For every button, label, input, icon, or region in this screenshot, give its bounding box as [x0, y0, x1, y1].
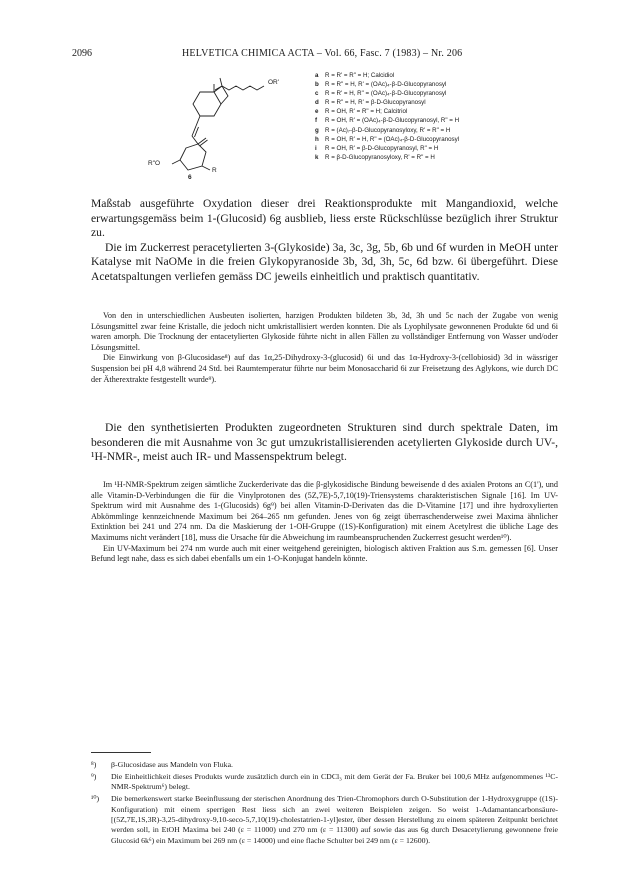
footnotes	[91, 760, 558, 848]
body-paragraph-1: Maßstab ausgeführte Oxydation dieser drei Reaktionsprodukte mit Mangandioxid, welche erwartungsgemäss beim 1-(Glucosid) 6g ausblieb, liess erste Rückschlüsse bezüglich ihrer Struktur zu. Die im Zuckerrest peracetylierten 3-(Glykoside) 3a, 3c, 3g, 5b, 6b und 6f wurden in MeOH unter Katalyse mit NaOMe in die freien Glykopyranoside 3b, 3d, 3h, 5c, 6d bzw. 6i übergeführt. Diese Acetatspaltungen verliefen gemäss DC jeweils einheitlich und praktisch quantitativ.	[91, 197, 558, 283]
legend-item: h R = OH, R' = H, R" = (OAc)₄-β-D-Glucopyranosyl	[315, 135, 460, 143]
legend-item: e R = OH, R' = R" = H; Calcitriol	[315, 108, 408, 116]
small-paragraph-3: Im ¹H-NMR-Spektrum zeigen sämtliche Zuckerderivate das die β-glykosidische Bindung beweisende d des axialen Protons an C(1'), und alle Vitamin-D-Verbindungen die für die Vinylprotonen des (5Z,7E)-5,7,10(19)-Triensystems charakteristischen Signale [16]. Im UV-Spektrum wird mit Ausnahme des 1-(Glucosids) 6g⁹) bei allen Vitamin-D-Derivaten das die D-Vitamine [17] und ihre hydroxylierten Abkömmlinge kennzeichnende Maximum bei 264–265 nm gefunden. Jenes von 6g zeigt überraschenderweise zwei Maxima ähnlicher Extinktion bei 241 und 274 nm. Da die Maskierung der 1-OH-Gruppe ((1S)-Konfiguration) mit einem Acetylrest die übliche Lage des Maximums nicht verändert [18], muss die Ursache für die Abweichung im raumbeanspruchenden Zuckerrest gesucht werden¹⁰).	[91, 480, 558, 542]
legend-item: f R = OH, R' = (OAc)₄-β-D-Glucopyranosyl, R" = H	[315, 117, 460, 125]
small-paragraph-4: Ein UV-Maximum bei 274 nm wurde auch mit einer weitgehend gereinigten, biologisch aktiven Fraktion aus S.m. gemessen [6]. Unser Befund legt nahe, dass es sich dabei ebenfalls um ein 1-O-Konjugat handeln könnte.	[91, 543, 558, 564]
small-paragraph-2: Die Einwirkung von β-Glucosidase⁸) auf das 1α,25-Dihydroxy-3-(glucosid) 6i und das 1α-Hydroxy-3-(cellobiosid) 3d in wässriger Suspension bei pH 4,8 während 24 Std. bei Raumtemperatur führte nur beim Monosaccharid 6i zur Freisetzung des Aglykons, wie durch DC der Ätherextrakte festgestellt wurde⁹).	[91, 353, 558, 384]
r-label: R	[212, 167, 217, 174]
legend-item: c R = R' = H, R" = (OAc)₄-β-D-Glucopyranosyl	[315, 90, 447, 98]
footnote-8: ⁸) β-Glucosidase aus Mandeln von Fluka.	[91, 760, 233, 769]
compound-number: 6	[188, 174, 192, 181]
body-paragraph-3: Die den synthetisierten Produkten zugeordneten Strukturen sind durch spektrale Daten, im besonderen die mit Ausnahme von 3c gut umzukristallisierenden acetylierten Glykoside durch UV-, ¹H-NMR-, meist auch IR- und Massenspektrum belegt.	[91, 421, 558, 464]
r-double-prime-o-label: R"O	[148, 160, 161, 167]
legend-item: i R = OH, R' = β-D-Glucopyranosyl, R" = H	[315, 144, 439, 152]
legend-item: g R = (Ac)₇-β-D-Glucopyranosyloxy, R' = R" = H	[315, 126, 451, 134]
substituent-legend	[315, 71, 615, 162]
small-paragraph-1: Von den in unterschiedlichen Ausbeuten isolierten, harzigen Produkten bildeten 3b, 3d, 3h und 5c nach der Zugabe von wenig Lösungsmittel zwar feine Kristalle, die jedoch nicht umkristallisiert werden konnten. Die als Lyophilysate gewonnenen Produkte 6d und 6i waren amorph. Die Trocknung der entacetylierten Glykoside führte nicht in allen Fällen zu vollständiger Entfernung von Wasser und/oder Lösungsmittel.	[91, 311, 558, 352]
footnote-9: ⁹) Die Einheitlichkeit dieses Produkts wurde zusätzlich durch ein in CDCl₃ mit dem Gerät der Fa. Bruker bei 100,6 MHz aufgenommenes ¹³C-NMR-Spektrum⁶) belegt.	[91, 771, 558, 792]
chemical-structure-figure	[140, 66, 310, 184]
footnote-rule	[91, 752, 151, 753]
experimental-note-block	[91, 311, 558, 385]
legend-item: k R = β-D-Glucopyranosyloxy, R' = R" = H	[315, 153, 435, 161]
legend-item: a R = R' = R" = H; Calcidiol	[315, 72, 395, 79]
legend-item: d R = R" = H, R' = β-D-Glucopyranosyl	[315, 99, 426, 107]
journal-running-head: HELVETICA CHIMICA ACTA – Vol. 66, Fasc. 7 (1983) – Nr. 206	[182, 48, 463, 59]
footnote-10: ¹⁰) Die bemerkenswert starke Beeinflussung der sterischen Anordnung des Trien-Chromophors durch O-Substitution der 1-Hydroxygruppe ((1S)-Konfiguration) mit einem sperrigen Rest liess sich an zwei weiteren Beispielen zeigen. So weist 1-Adamantancarbonsäure-[(5Z,7E,1S,3R)-3,25-dihydroxy-9,10-seco-5,7,10(19)-cholestatrien-1-yl]ester, über dessen Herstellung zu einem späteren Zeitpunkt berichtet werden soll, in EtOH Maxima bei 240 (ε = 11000) und 270 nm (ε = 11300) auf sowie das aus 6g durch Desacetylierung gewonnene freie Glucosid 6k⁶) ein Maximum bei 269 nm (ε = 14000) und eine flache Schulter bei 249 nm (ε = 12600).	[91, 794, 558, 845]
nmr-discussion-block	[91, 480, 558, 565]
vitamin-d-skeleton-drawing	[140, 66, 310, 184]
page-number: 2096	[72, 48, 92, 59]
or-prime-label: OR'	[268, 79, 279, 86]
body-paragraph-2: Die im Zuckerrest peracetylierten 3-(Glykoside) 3a, 3c, 3g, 5b, 6b und 6f wurden in MeOH unter Katalyse mit NaOMe in die freien Glykopyranoside 3b, 3d, 3h, 5c, 6d bzw. 6i übergeführt. Diese Acetatspaltungen verliefen gemäss DC jeweils einheitlich und praktisch quantitativ.	[91, 240, 558, 283]
legend-item: b R = R" = H, R' = (OAc)₄-β-D-Glucopyranosyl	[315, 81, 447, 89]
